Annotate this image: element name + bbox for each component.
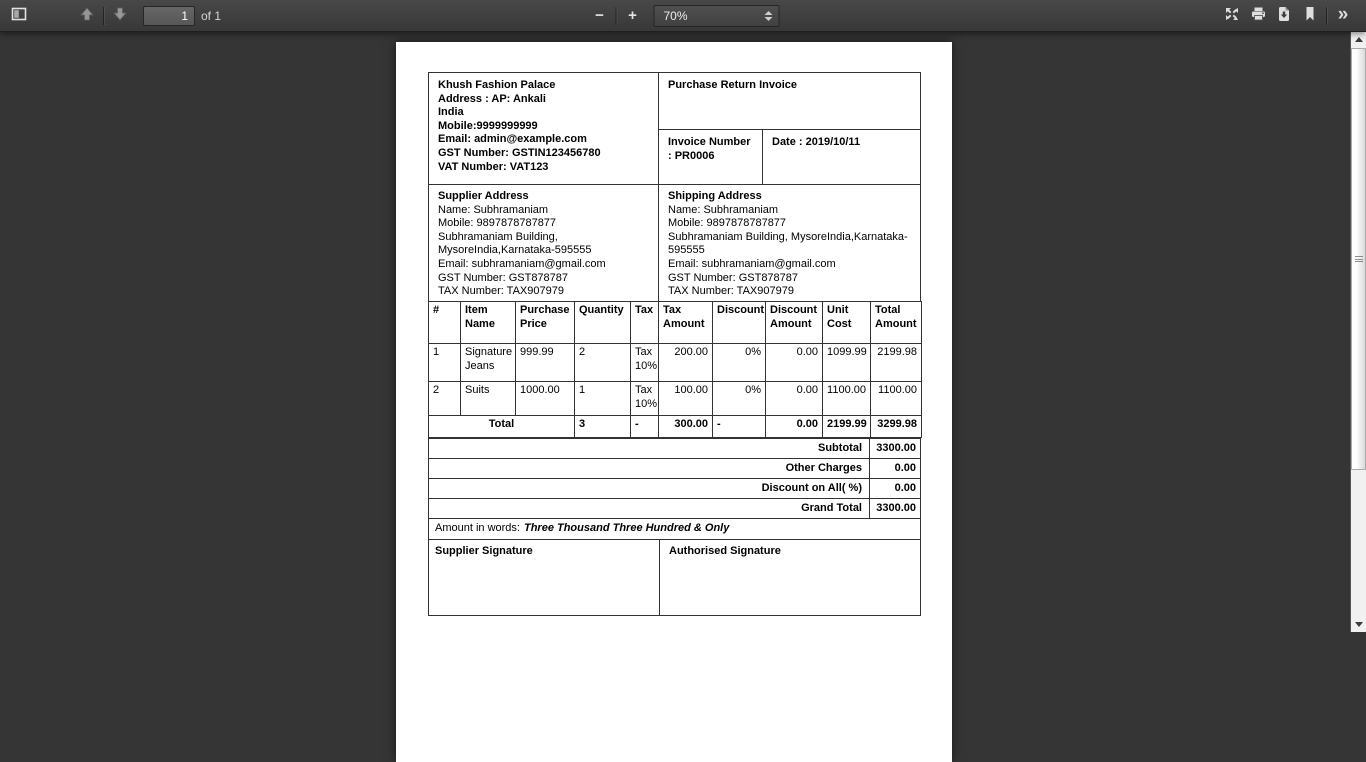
zoom-level-select[interactable] (654, 5, 780, 27)
col-index: # (429, 302, 461, 344)
total-discount-amount: 0.00 (766, 416, 823, 438)
addresses-section (428, 184, 921, 302)
table-row (429, 344, 922, 382)
cell: 1100.00 (823, 382, 871, 416)
toolbar-separator (1326, 7, 1327, 25)
other-charges-value: 0.00 (869, 459, 920, 478)
invoice-document (428, 72, 921, 616)
vertical-scrollbar[interactable] (1350, 32, 1366, 632)
pdf-page (396, 42, 952, 762)
scrollbar-grip-icon (1355, 255, 1363, 264)
bookmark-button[interactable] (1297, 4, 1323, 28)
amount-in-words-row (428, 518, 921, 540)
discount-all-value: 0.00 (869, 479, 920, 498)
col-tax: Tax (631, 302, 659, 344)
company-gst: GST Number: GSTIN123456780 (438, 147, 649, 161)
subtotal-label: Subtotal (429, 442, 869, 456)
sidebar-toggle-icon (11, 6, 27, 25)
shipping-address (659, 185, 920, 301)
items-table (428, 301, 922, 438)
grand-total-value: 3300.00 (869, 499, 920, 518)
zoom-out-button[interactable] (587, 4, 613, 28)
supplier-address (429, 185, 659, 301)
col-tax-amount: Tax Amount (659, 302, 713, 344)
company-address-line: Address : AP: Ankali (438, 93, 649, 107)
plus-icon: + (628, 8, 637, 23)
download-icon (1276, 6, 1292, 25)
scroll-up-button[interactable] (1351, 32, 1366, 47)
other-charges-label: Other Charges (429, 462, 869, 476)
col-total-amount: Total Amount (871, 302, 922, 344)
col-unit-cost: Unit Cost (823, 302, 871, 344)
shipping-tax: TAX Number: TAX907979 (668, 285, 911, 299)
total-discount: - (713, 416, 766, 438)
double-chevron-right-icon: » (1338, 5, 1349, 26)
cell: Tax 10% (631, 382, 659, 416)
total-amount: 3299.98 (871, 416, 922, 438)
subtotal-row (428, 438, 921, 459)
company-vat: VAT Number: VAT123 (438, 161, 649, 175)
zoom-level-value: 70% (664, 9, 688, 23)
cell: 999.99 (516, 344, 575, 382)
items-total-row (429, 416, 922, 438)
previous-page-button[interactable] (74, 4, 100, 28)
discount-all-row (428, 478, 921, 499)
total-label: Total (429, 416, 575, 438)
shipping-email: Email: subhramaniam@gmail.com (668, 258, 911, 272)
grand-total-label: Grand Total (429, 502, 869, 516)
shipping-mobile: Mobile: 9897878787877 (668, 217, 911, 231)
supplier-mobile: Mobile: 9897878787877 (438, 217, 649, 231)
download-button[interactable] (1271, 4, 1297, 28)
authorised-signature-label: Authorised Signature (660, 540, 920, 615)
select-spinner-icon (765, 11, 773, 21)
toolbar-separator (616, 7, 617, 25)
supplier-name: Name: Subhramaniam (438, 204, 649, 218)
amount-in-words-label: Amount in words: (435, 522, 520, 536)
page-count-label: of 1 (201, 9, 221, 23)
cell: 2 (575, 344, 631, 382)
cell: 2199.98 (871, 344, 922, 382)
other-charges-row (428, 458, 921, 479)
signatures-section (428, 539, 921, 616)
scroll-up-icon (1355, 37, 1363, 42)
col-discount: Discount (713, 302, 766, 344)
table-row (429, 382, 922, 416)
company-name: Khush Fashion Palace (438, 79, 649, 93)
cell: 1000.00 (516, 382, 575, 416)
supplier-address-heading: Supplier Address (438, 190, 649, 204)
company-mobile: Mobile:9999999999 (438, 120, 649, 134)
arrow-down-icon (112, 6, 128, 25)
supplier-tax: TAX Number: TAX907979 (438, 285, 649, 299)
cell: Signature Jeans (461, 344, 516, 382)
pdf-toolbar (0, 0, 1366, 32)
toolbar-separator (103, 7, 104, 25)
cell: 1 (575, 382, 631, 416)
shipping-name: Name: Subhramaniam (668, 204, 911, 218)
total-tax: - (631, 416, 659, 438)
supplier-street: Subhramaniam Building, MysoreIndia,Karnataka-595555 (438, 231, 649, 258)
arrow-up-icon (79, 6, 95, 25)
zoom-in-button[interactable] (620, 4, 646, 28)
total-tax-amount: 300.00 (659, 416, 713, 438)
print-button[interactable] (1245, 4, 1271, 28)
grand-total-row (428, 498, 921, 519)
shipping-street: Subhramaniam Building, MysoreIndia,Karnataka-595555 (668, 231, 911, 258)
amount-in-words-value: Three Thousand Three Hundred & Only (524, 522, 729, 536)
total-unit-cost: 2199.99 (823, 416, 871, 438)
discount-all-label: Discount on All( %) (429, 482, 869, 496)
cell: 0% (713, 344, 766, 382)
company-country: India (438, 106, 649, 120)
minus-icon: − (595, 8, 604, 23)
cell: 1 (429, 344, 461, 382)
next-page-button[interactable] (107, 4, 133, 28)
company-email: Email: admin@example.com (438, 133, 649, 147)
page-number-input[interactable] (143, 6, 195, 26)
more-tools-button[interactable] (1330, 4, 1356, 28)
scroll-down-button[interactable] (1351, 617, 1366, 632)
cell: 2 (429, 382, 461, 416)
supplier-gst: GST Number: GST878787 (438, 272, 649, 286)
cell: 0.00 (766, 344, 823, 382)
shipping-address-heading: Shipping Address (668, 190, 911, 204)
cell: 0% (713, 382, 766, 416)
cell: 0.00 (766, 382, 823, 416)
invoice-title: Purchase Return Invoice (659, 73, 920, 130)
total-quantity: 3 (575, 416, 631, 438)
printer-icon (1250, 6, 1267, 25)
cell: Tax 10% (631, 344, 659, 382)
scrollbar-thumb[interactable] (1351, 48, 1366, 470)
invoice-header-section (428, 72, 921, 185)
cell: 1099.99 (823, 344, 871, 382)
col-quantity: Quantity (575, 302, 631, 344)
col-discount-amount: Discount Amount (766, 302, 823, 344)
cell: 1100.00 (871, 382, 922, 416)
fullscreen-icon (1224, 6, 1240, 25)
bookmark-icon (1303, 6, 1317, 25)
cell: 100.00 (659, 382, 713, 416)
cell: Suits (461, 382, 516, 416)
subtotal-value: 3300.00 (869, 439, 920, 458)
col-purchase-price: Purchase Price (516, 302, 575, 344)
company-info (429, 73, 659, 184)
supplier-email: Email: subhramaniam@gmail.com (438, 258, 649, 272)
shipping-gst: GST Number: GST878787 (668, 272, 911, 286)
scroll-down-icon (1355, 622, 1363, 627)
invoice-number: Invoice Number : PR0006 (659, 130, 763, 184)
cell: 200.00 (659, 344, 713, 382)
col-item-name: Item Name (461, 302, 516, 344)
invoice-date: Date : 2019/10/11 (763, 130, 920, 184)
presentation-mode-button[interactable] (1219, 4, 1245, 28)
sidebar-toggle-button[interactable] (6, 4, 32, 28)
items-header-row (429, 302, 922, 344)
supplier-signature-label: Supplier Signature (429, 540, 660, 615)
